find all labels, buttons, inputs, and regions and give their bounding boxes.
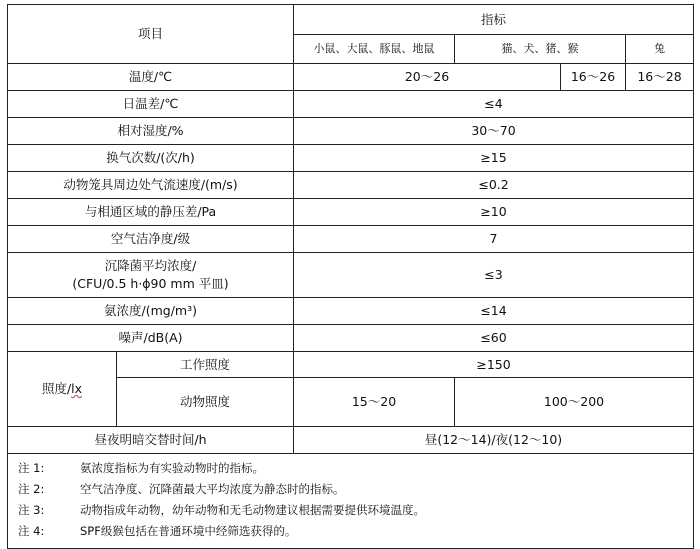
illuminance-label-unit: lx (71, 381, 83, 396)
cell-light-cycle: 昼(12～14)/夜(12～10) (294, 427, 694, 454)
note-3: 注 3: 动物指成年动物，幼年动物和无毛动物建议根据需要提供环境温度。 (18, 503, 425, 517)
table-row (8, 325, 694, 352)
row-label-humidity: 相对湿度/% (8, 118, 294, 145)
cell-temperature-rabbit: 16～26 (561, 64, 626, 91)
header-indicator: 指标 (294, 5, 694, 35)
note-4: 注 4: SPF级猴包括在普通环境中经筛选获得的。 (18, 524, 297, 538)
header-item: 项目 (8, 5, 294, 64)
row-label-daily-temp-diff: 日温差/℃ (8, 91, 294, 118)
row-label-bacteria (8, 253, 294, 298)
header-group-rodents: 小鼠、大鼠、豚鼠、地鼠 (294, 35, 455, 64)
cell-bacteria: ≤3 (294, 253, 694, 298)
table-row (8, 298, 694, 325)
cell-animal-illuminance-mid: 100～200 (455, 378, 694, 427)
table-row (8, 118, 694, 145)
table-row (8, 64, 694, 91)
illuminance-label-prefix: 照度/ (41, 381, 72, 396)
row-label-noise: 噪声/dB(A) (8, 325, 294, 352)
cell-noise: ≤60 (294, 325, 694, 352)
note-2: 注 2: 空气洁净度、沉降菌最大平均浓度为静态时的指标。 (18, 482, 345, 496)
cell-work-illuminance: ≥150 (294, 352, 694, 378)
cell-temperature-chicken: 16～28 (626, 64, 694, 91)
row-label-work-illuminance: 工作照度 (117, 352, 294, 378)
cell-airflow: ≤0.2 (294, 172, 694, 199)
cell-humidity: 30～70 (294, 118, 694, 145)
cell-air-changes: ≥15 (294, 145, 694, 172)
table-row (8, 199, 694, 226)
note-1: 注 1: 氨浓度指标为有实验动物时的指标。 (18, 461, 264, 475)
environment-spec-table (7, 4, 693, 549)
table-row (8, 427, 694, 454)
bacteria-label-line1: 沉降菌平均浓度/ (104, 258, 197, 273)
notes-section (8, 454, 694, 549)
cell-daily-temp-diff: ≤4 (294, 91, 694, 118)
row-label-pressure: 与相通区域的静压差/Pa (8, 199, 294, 226)
row-label-illuminance (8, 352, 117, 427)
row-label-airflow: 动物笼具周边处气流速度/(m/s) (8, 172, 294, 199)
table-row (8, 226, 694, 253)
header-group-rabbit: 兔 (626, 35, 694, 64)
bacteria-label-line2: (CFU/0.5 h·ϕ90 mm 平皿) (72, 276, 229, 291)
table-row (8, 145, 694, 172)
table-row (8, 253, 694, 298)
row-label-air-changes: 换气次数/(次/h) (8, 145, 294, 172)
row-label-animal-illuminance: 动物照度 (117, 378, 294, 427)
row-label-ammonia: 氨浓度/(mg/m³) (8, 298, 294, 325)
table-row (8, 172, 694, 199)
row-label-cleanliness: 空气洁净度/级 (8, 226, 294, 253)
cell-animal-illuminance-rodents: 15～20 (294, 378, 455, 427)
cell-temperature-main: 20～26 (294, 64, 561, 91)
cell-cleanliness: 7 (294, 226, 694, 253)
table-row (8, 91, 694, 118)
header-group-large-animals: 猫、犬、猪、猴 (455, 35, 626, 64)
cell-pressure: ≥10 (294, 199, 694, 226)
row-label-temperature: 温度/℃ (8, 64, 294, 91)
row-label-light-cycle: 昼夜明暗交替时间/h (8, 427, 294, 454)
cell-ammonia: ≤14 (294, 298, 694, 325)
table-row (8, 352, 694, 378)
